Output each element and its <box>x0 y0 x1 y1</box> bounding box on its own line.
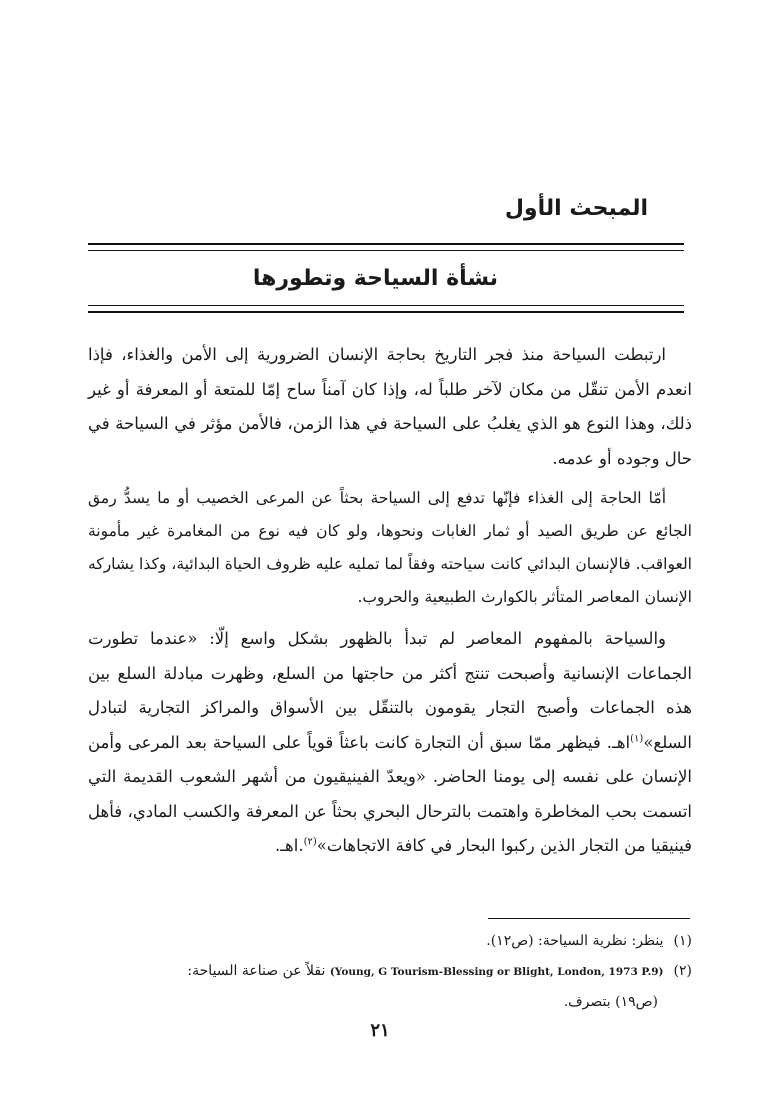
chapter-subtitle: نشأة السياحة وتطورها <box>252 266 498 291</box>
paragraph-3-part-c: .اهـ. <box>274 836 304 855</box>
footnote-2-text: نقلاً عن صناعة السياحة: <box>187 963 326 979</box>
footnote-2-continuation: (ص١٩) بتصرف. <box>563 994 658 1010</box>
footnote-ref-2[interactable]: (٢) <box>303 836 317 848</box>
footnote-divider <box>488 918 690 919</box>
body-text <box>88 338 692 864</box>
paragraph-3 <box>88 622 692 864</box>
title-rule-bottom <box>88 305 684 313</box>
footnotes <box>88 926 692 1017</box>
paragraph-3-part-a: والسياحة بالمفهوم المعاصر لم تبدأ بالظهور بشكل واسع إلّا: «عندما تطورت الجماعات الإنسانية وأصبحت تنتج أكثر من حاجتها من السلع، وظهرت مبادلة السلع بين هذه الجماعات وأصبح التجار يقومون بالتنقّل بين الأسواق والمراكز التجارية لتبادل السلع» <box>88 629 692 752</box>
title-rule-top <box>88 243 684 251</box>
footnote-2 <box>88 956 692 987</box>
paragraph-1: ارتبطت السياحة منذ فجر التاريخ بحاجة الإنسان الضرورية إلى الأمن والغذاء، فإذا انعدم الأمن تنقّل من مكان لآخر طلباً له، وإذا كان آمناً ساح إمّا للمتعة أو المعرفة أو غير ذلك، وهذا النوع هو الذي يغلبُ على السياحة في هذا الزمن، فالأمن مؤثر في السياحة في حال وجوده أو عدمه. <box>88 345 692 468</box>
footnote-2-number: (٢) <box>673 963 692 979</box>
footnote-1-number: (١) <box>673 933 692 949</box>
footnote-ref-1[interactable]: (١) <box>630 733 644 744</box>
section-heading: المبحث الأول <box>504 196 648 221</box>
paragraph-3-part-b: اهـ. فيظهر ممّا سبق أن التجارة كانت باعثاً قوياً على السياحة بعد المرعى وأمن الإنسان على نفسه إلى يومنا الحاضر. «ويعدّ الفينيقيون من أشهر الشعوب القديمة التي اتسمت بحب المخاطرة واهتمت بالترحال البحري بحثاً عن المعرفة والكسب المادي، فأهل فينيقيا من التجار الذين ركبوا البحار في كافة الاتجاهات» <box>88 732 692 855</box>
footnote-1 <box>88 926 692 956</box>
footnote-2-source: (Young, G Tourism-Blessing or Blight, London, 1973 P.9) <box>329 966 664 978</box>
page-number: ٢١ <box>370 1020 390 1041</box>
footnote-1-text: ينظر: نظرية السياحة: (ص١٢). <box>486 933 664 949</box>
paragraph-2: أمّا الحاجة إلى الغذاء فإنّها تدفع إلى السياحة بحثاً عن المرعى الخصيب أو ما يسدُّ رمق الجائع عن طريق الصيد أو ثمار الغابات ونحوها، ولو كان فيه نوع من المغامرة غير مأمونة العواقب. فالإنسان البدائي كانت سياحته وفقاً لما تمليه عليه ظروف الحياة البدائية، وكذا يشاركه الإنسان المعاصر المتأثر بالكوارث الطبيعية والحروب. <box>88 489 692 606</box>
